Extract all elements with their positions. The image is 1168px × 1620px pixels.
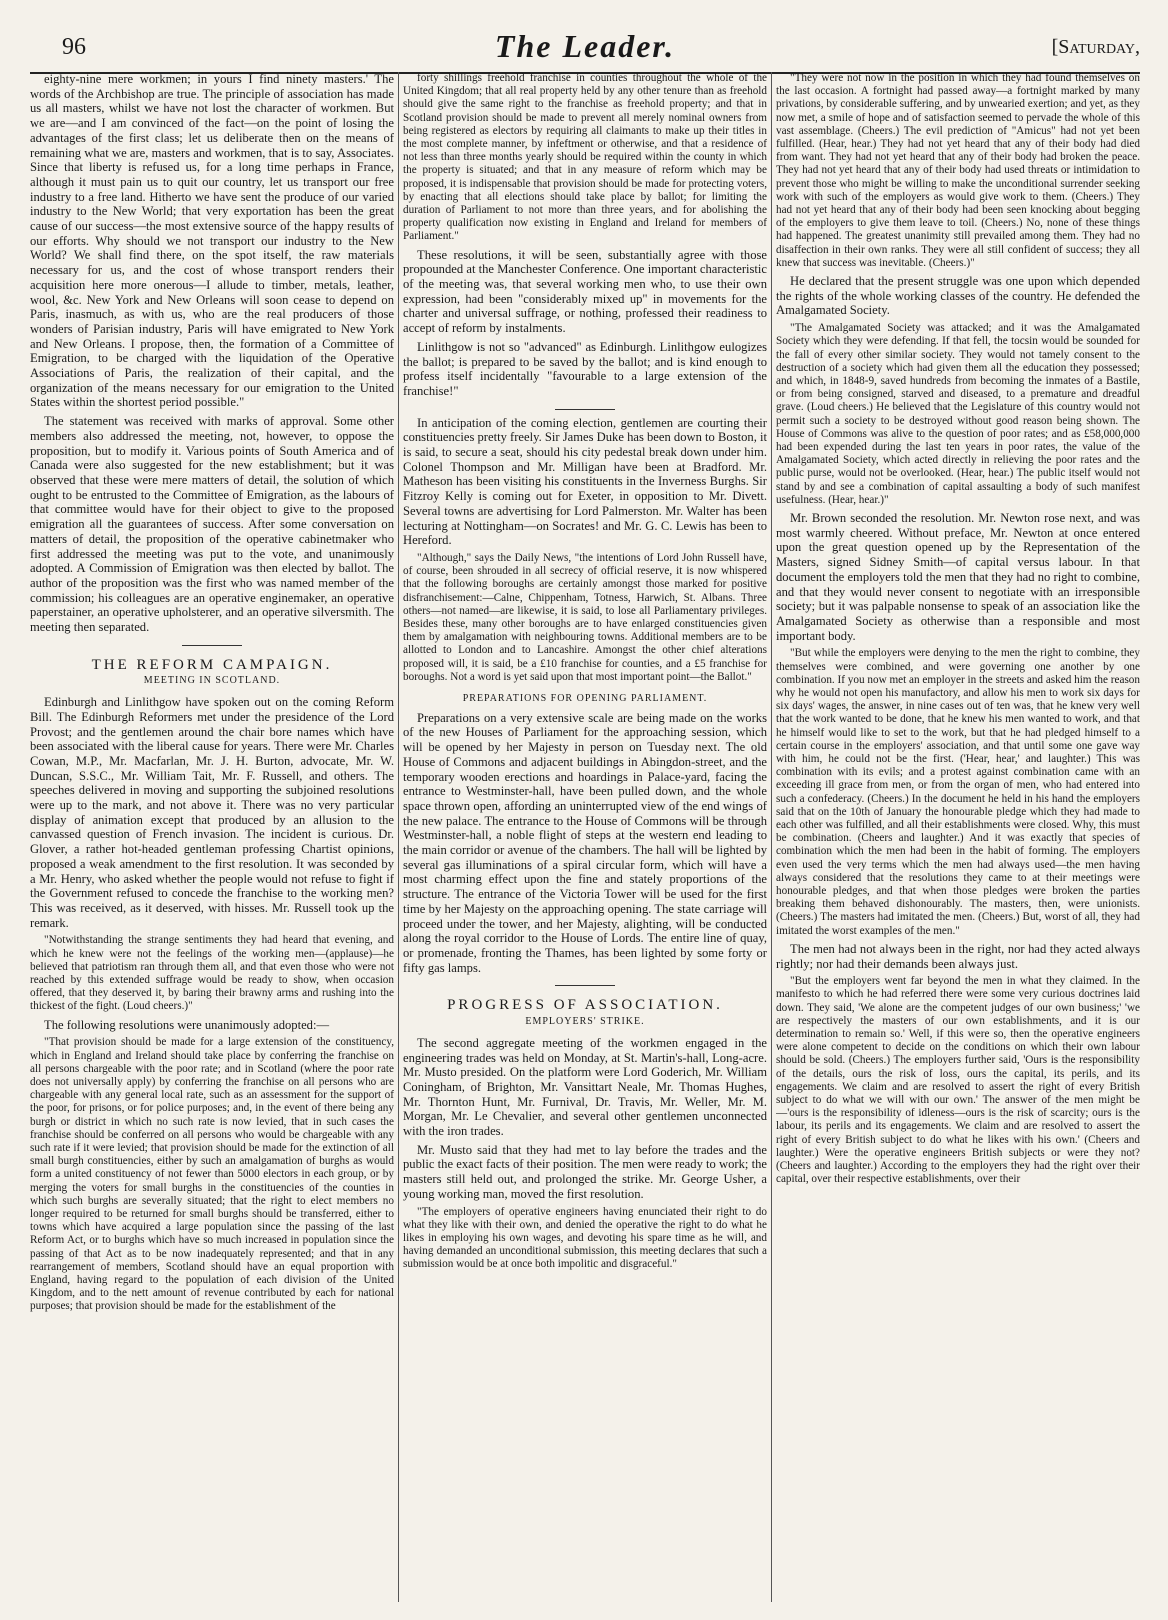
section-subheading: EMPLOYERS' STRIKE. (525, 1016, 645, 1028)
column-3 (776, 72, 1140, 1602)
quotation: "Notwithstanding the strange sentiments they had heard that evening, and which he knew were not the feelings of the working men—(applause)—he believed that patriotism ran through them all, and that even those who were not reached by this extended suffrage would be ready to show, when occasion offered, that they deserved it, by baring their brawny arms and rushing into the thickest of the fight. (Loud cheers.)" (30, 934, 394, 1013)
quotation: "But the employers went far beyond the men in what they claimed. In the manifesto to which he had referred there were some very curious doctrines laid down. They said, 'We alone are the competent judges of our own business;' 'we are respectively the masters of our own establishments, and it is our determination to remain so.' Well, if this were so, then the operative engineers were alone competent to decide on the conditions on which their own labour should be sold. (Cheers.) The employers further said, 'Ours is the responsibility of the details, ours the risk of loss, ours the capital, its perils, and its engagements. We claim and are resolved to assert the right of every British subject to do what we will with our own.' The answer of the men might be—'ours is the responsibility of idleness—ours is the risk of scarcity; ours is the labour, its perils and its engagements. We claim and are resolved to assert the right of every British subject to do what he likes with his own.' (Cheers and laughter.) Were the operative engineers British subjects or were they not? (Cheers and laughter.) According to the employers they had the right over their capital, over their respective establishments, over their (776, 975, 1140, 1186)
quotation: "That provision should be made for a large extension of the constituency, which in England and Ireland should take place by conferring the franchise on all persons chargeable with the poor rate; and in Scotland (where the poor rate does not universally apply) by conferring the franchise on all persons who are chargeable with any general local rate, such as an assessment for the support of the poor, for prisons, or for police purposes; and, in the event of there being any burgh or district in which no such rate is now levied, that in such cases the franchise should be conferred on all persons who would be chargeable with any such rate if it were levied; that provision should be made for the extinction of all small burgh constituencies, either by such an amalgamation of burghs as would form a united constituency of not fewer than 5000 electors in each group, or by merging the voters for small burghs in the constituencies of the counties in which such burghs are severally situated; that the right to elect members no longer required to be returned for small burghs should be transferred, either to towns which have acquired a large population since the passing of the last Reform Act, or to burghs which have so much increased in population since the passing of that Act as to be now inadequately represented; and that in any rearrangement of members, Scotland should have an equal proportion with England, having regard to the population of each division of the United Kingdom, and to the nett amount of revenue contributed by each for national purposes; that provision should be made for the establishment of the (30, 1036, 394, 1313)
article-columns (30, 72, 1140, 1602)
column-rule (398, 72, 399, 1602)
paragraph: eighty-nine mere workmen; in yours I find ninety masters.' The words of the Archbishop are true. The principle of association has made us all masters, whilst we have not lost the character of workmen. But we are—and I am convinced of the fact—on the point of losing the advantages of the first class; let us deliberate then on the means of remaining what we are, masters and workmen, that is to say, Associates. Since that liberty is refused us, for a long time perhaps in France, although it must pain us to quit our country, let us transport our free industry to a free land. Hitherto we have sent the produce of our varied industry to the New World; that very exportation has been the great cause of our success—the most extensive source of the happy results of our efforts. Why should we not transport our industry to the New World? We shall find there, on the spot itself, the raw materials necessary for us, and the cost of whose transport renders their acquisition here more onerous—I allude to timber, metals, leather, wool, &c. New York and New Orleans will soon cease to depend on Paris, inasmuch, as with us, who are the real producers of those wonders of Parisian industry, Paris will have emigrated to New York and New Orleans. I propose, then, the formation of a Committee of Emigration, to be charged with the liquidation of the Operative Associations of Paris, the realization of their capital, and the organization of the means necessary for our emigration to the United States within the shortest period possible." (30, 72, 394, 410)
column-rule (771, 72, 772, 1602)
issue-day: [Saturday, (1051, 36, 1140, 58)
section-divider (555, 985, 615, 986)
paragraph: The following resolutions were unanimously adopted:— (44, 1017, 330, 1032)
paragraph: Preparations on a very extensive scale are being made on the works of the new Houses of Parliament for the approaching session, which will be opened by her Majesty in person on Tuesday next. The old House of Commons and adjacent buildings in Abingdon-street, and the temporary wooden erections and hoardings in Palace-yard, facing the entrance to Westminster-hall, have been pulled down, and the whole space thrown open, affording an uninterrupted view of the end wings of the new palace. The entrance to the House of Commons will be through Westminster-hall, a noble flight of steps at the western end leading to the main corridor or avenue of the chambers. The hall will be lighted by several gas illuminations of a spiral circular form, which will have a most charming effect upon the fine and stately proportions of the structure. The entrance of the Victoria Tower will be used for the first time by her Majesty on the approaching opening. The state carriage will proceed under the tower, and her Majesty, alighting, will be conducted along the royal corridor to the House of Lords. The entire line of quay, or promenade, fronting the Thames, has been lighted by some forty or fifty gas lamps. (403, 710, 767, 975)
paragraph: Linlithgow is not so "advanced" as Edinburgh. Linlithgow eulogizes the ballot; is prepared to be saved by the ballot; and is kind enough to profess itself incidentally "favourable to a large extension of the franchise!" (403, 339, 767, 398)
column-2 (403, 72, 767, 1602)
section-heading-reform-campaign: THE REFORM CAMPAIGN. (91, 656, 333, 673)
masthead (30, 28, 1140, 74)
quotation: "The employers of operative engineers having enunciated their right to do what they like with their own, and denied the operative the right to do what he likes in employing his own wages, and devoting his spare time as he will, and having demanded an unconditional submission, this meeting declares that such a submission would be at once both impolitic and disgraceful." (403, 1205, 767, 1271)
paragraph: The men had not always been in the right, nor had they acted always rightly; nor had their demands been always just. (776, 941, 1140, 971)
quotation: "Although," says the Daily News, "the intentions of Lord John Russell have, of course, been shrouded in all secrecy of official reserve, it is now whispered that the following boroughs are certainly amongst those marked for positive disfranchisement:—Calne, Chippenham, Totness, Harwich, St. Albans. Three others—not named—are likewise, it is said, to lose all Parliamentary privileges. Besides these, many other boroughs are to have enlarged constituencies given them by amalgamation with neighbouring towns. Additional members are to be allotted to London and to Lancashire. Amongst the other chief alterations proposed will, it is said, be a £10 franchise for counties, and a £5 franchise for boroughs. Not a word is yet said upon that most important point—the Ballot." (403, 552, 767, 683)
paragraph: The second aggregate meeting of the workmen engaged in the engineering trades was held on Monday, at St. Martin's-hall, Long-acre. Mr. Musto presided. On the platform were Lord Goderich, Mr. William Coningham, of Brighton, Mr. Vansittart Neale, Mr. Thomas Hughes, Mr. Thornton Hunt, Mr. Furnival, Dr. Travis, Mr. Weller, Mr. M. Morgan, Mr. Le Chevalier, and several other gentlemen unconnected with the iron trades. (403, 1035, 767, 1139)
newspaper-title: The Leader. (494, 28, 676, 64)
paragraph: He declared that the present struggle was one upon which depended the rights of the whole working classes of the country. He defended the Amalgamated Society. (776, 274, 1140, 318)
paragraph: In anticipation of the coming election, gentlemen are courting their constituencies pretty freely. Sir James Duke has been down to Boston, it is said, to secure a seat, should his city pedestal break down under him. Colonel Thompson and Mr. Milligan have been at Bradford. Mr. Matheson has been visiting his constituents in the Inverness Burghs. Sir Fitzroy Kelly is coming out for Exeter, in opposition to Mr. Divett. Several towns are advertising for Lord Palmerston. Mr. Walter has been lecturing at Nottingham—on Socrates! and Mr. G. C. Lewis has been to Hereford. (403, 415, 767, 548)
section-heading-progress-of-association: PROGRESS OF ASSOCIATION. (447, 997, 723, 1014)
paragraph: The statement was received with marks of approval. Some other members also addressed the meeting, not, however, to oppose the proposition, but to modify it. Various points of South America and of Canada were also suggested for the new establishment; but it was observed that these were mere matters of detail, the solution of which ought to be entrusted to the Committee of Emigration, as the labours of that committee would have for their object to give to the proposed emigration all the guarantees of success. After some conversation on matters of detail, the proposition of the operative cabinetmaker who first addressed the meeting was put to the vote, and unanimously adopted. A Commission of Emigration was then elected by ballot. The author of the proposition was the first who was named member of the commission; his colleagues are an operative enginemaker, an operative paperstainer, an operative upholsterer, and an operative silversmith. The meeting then separated. (30, 414, 394, 635)
section-subheading: PREPARATIONS FOR OPENING PARLIAMENT. (462, 693, 708, 705)
page-number: 96 (62, 34, 86, 60)
paragraph: Edinburgh and Linlithgow have spoken out on the coming Reform Bill. The Edinburgh Reformers met under the presidence of the Lord Provost; and the gentlemen around the chair bore names which have been associated with the liberal cause for years. There were Mr. Charles Cowan, M.P., Mr. Macfarlan, Mr. J. H. Burton, advocate, Mr. W. Duncan, S.S.C., Mr. William Tait, Mr. F. Russell, and others. The speeches delivered in moving and supporting the subjoined resolutions were up to the mark, and not above it. There was no very particular display of animation except that produced by an allusion to the canvassed question of French invasion. The incident is curious. Dr. Glover, a rather hot-headed gentleman professing Chartist opinions, proposed a weak amendment to the first resolution. It was seconded by a Mr. Henry, who asked whether the people would not refuse to fight if the Government refused to concede the franchise to the working men? This was received, as it deserved, with hisses. Mr. Russell took up the remark. (30, 695, 394, 930)
paragraph: These resolutions, it will be seen, substantially agree with those propounded at the Manchester Conference. One important characteristic of the meeting was, that several working men who, to use their own expression, had been "considerably mixed up" in movements for the charter and universal suffrage, or nothing, professed their readiness to accept of reform by instalments. (403, 247, 767, 336)
section-subheading: MEETING IN SCOTLAND. (143, 675, 281, 687)
quotation: forty shillings freehold franchise in counties throughout the whole of the United Kingdom; that all real property held by any other tenure than as freehold should give the same right to the franchise as freehold property; and that in Scotland provision should be made to prevent all merely nominal owners from being registered as electors by requiring all claimants to make up their titles in the most complete manner, by infeftment or otherwise, and that a residence of not less than three months yearly should be required within the county in which the property is situated; and that in any measure of reform which may be proposed, it is indispensable that provision should be made for protecting voters, by enacting that all elections should take place by ballot; for limiting the duration of Parliament to not more than three years, and for abolishing the property qualification now existing in England and Ireland for members of Parliament." (403, 72, 767, 243)
paragraph: Mr. Musto said that they had met to lay before the trades and the public the exact facts of their position. The men were ready to work; the masters still held out, and prolonged the strike. Mr. George Usher, a young working man, moved the first resolution. (403, 1142, 767, 1201)
quotation: "But while the employers were denying to the men the right to combine, they themselves were combined, and were governing one another by one combination. If you now met an employer in the streets and asked him the reason why he would not open his manufactory, and allow his men to work six days for six days' wages, the answer, in nine cases out of ten was, that he knew very well that the work wanted to be done, that he knew his men wanted to work, and that he himself would like to set to the work, but that he had pledged himself to a certain course in the employers' association, and that until some one gave way with him, he could not be the first. ('Hear, hear,' and laughter.) This was combination with its evils; and a protest against combination came with an exceeding ill grace from men, or from the organ of men, who had entered into such a confederacy. (Cheers.) In the document he held in his hand the employers said that on the 10th of January the honourable pledge which they had made to each other was fulfilled, and all their establishments were closed. Why, this must be combination. (Cheers and laughter.) And it was exactly that species of combination which the men had been in the habit of forming. The employers even used the very terms which the men had always used—the men having always considered that the resolutions they came to at their meetings were honourable pledges, and that when those pledges were broken the parties breaking them behaved dishonourably. The masters, then, were unionists. (Cheers.) The masters had imitated the men. (Cheers.) But, worst of all, they had imitated the worst examples of the men." (776, 647, 1140, 937)
quotation: "The Amalgamated Society was attacked; and it was the Amalgamated Society which they were defending. If that fell, the tocsin would be sounded for the fall of every other similar society. They would not tamely consent to the destruction of a society which had given them all the education they possessed; and which, in 1848-9, saved hundreds from becoming the inmates of a Bastile, or from being consigned, starved and diseased, to a premature and dreadful grave. (Loud cheers.) He believed that the Legislature of this country would not permit such a society to be destroyed without good reason being shown. The House of Commons was alive to the question of poor rates; and as £58,000,000 had been expended during the last ten years in poor rates, the value of the Amalgamated Society, which acted directly in relieving the poor rates and the public purse, would not be overlooked. (Hear, hear.) The public itself would not stand by and see a combination of capital assaulting a body of such manifest usefulness. (Hear, hear.)" (776, 322, 1140, 506)
section-divider (182, 645, 242, 646)
quotation: "They were not now in the position in which they had found themselves on the last occasion. A fortnight had passed away—a fortnight marked by many privations, by considerable suffering, and by unwearied exertion; and yet, as they now met, a smile of hope and of satisfaction seemed to pervade the whole of this vast assemblage. (Cheers.) The evil prediction of "Amicus" had not yet been fulfilled. (Hear, hear.) They had not yet heard that any of their body had died from want. They had not yet heard that any of their body had broken the peace. They had not yet heard that any of their body had used threats or intimidation to prevent those who might be willing to make the unconditional surrender seeking work with such of the employers as would give work to them. (Cheers.) They had not yet heard that any of their body had been seen knocking about begging of the employers to give them leave to toil. (Cheers.) No, none of these things had happened. The greatest unanimity still prevailed among them. They had no disaffection in their own ranks. They were all still confident of success; they all knew that success was inevitable. (Cheers.)" (776, 72, 1140, 269)
column-1 (30, 72, 394, 1602)
section-divider (555, 409, 615, 410)
paragraph: Mr. Brown seconded the resolution. Mr. Newton rose next, and was most warmly cheered. Without preface, Mr. Newton at once entered upon the great question opened up by the Representation of the Masters, signed Sidney Smith—of capital versus labour. In that document the employers told the men that they had no right to combine, and that they would never consent to negotiate with an irresponsible society; but it was palpable nonsense to speak of an association like the Amalgamated Society as otherwise than a responsible and most important body. (776, 511, 1140, 643)
